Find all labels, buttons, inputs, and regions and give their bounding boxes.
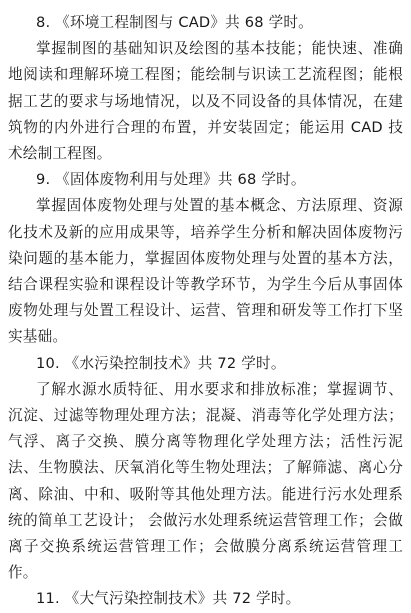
course-description-10: 了解水源水质特征、用水要求和排放标准；掌握调节、沉淀、过滤等物理处理方法；混凝、消毒等化学处理方法；气浮、离子交换、膜分离等物理化学处理方法；活性污泥法、生物膜法、厌氧消化等生物处理法；了解筛滤、离心分离、除油、中和、吸附等其他处理方法。能进行污水处理系统的简单工艺设计； 会做污水处理系统运营管理工作；会做离子交换系统运营管理工作；会做膜分离系统运营管理工作。 [8,380,403,582]
course-heading-11: 11. 《大气污染控制技术》共 72 学时。 [36,590,301,608]
course-heading-8: 8. 《环境工程制图与 CAD》共 68 学时。 [36,14,313,31]
course-description-9: 掌握固体废物处理与处置的基本概念、方法原理、资源化技术及新的应用成果等，培养学生分析和解决固体废物污染问题的基本能力，掌握固体废物处理与处置的基本方法，结合课程实验和课程设计等教学环节，为学生今后从事固体废物处理与处置工程设计、运营、管理和研发等工作打下坚实基础。 [8,197,403,346]
course-description-8: 掌握制图的基础知识及绘图的基本技能；能快速、准确地阅读和理解环境工程图；能绘制与识读工艺流程图；能根据工艺的要求与场地情况，以及不同设备的具体情况，在建筑物的内外进行合理的布置，并安装固定；能运用 CAD 技术绘制工程图。 [8,40,403,163]
course-heading-10: 10. 《水污染控制技术》共 72 学时。 [36,354,286,372]
course-heading-9: 9. 《固体废物利用与处理》共 68 学时。 [36,171,306,189]
